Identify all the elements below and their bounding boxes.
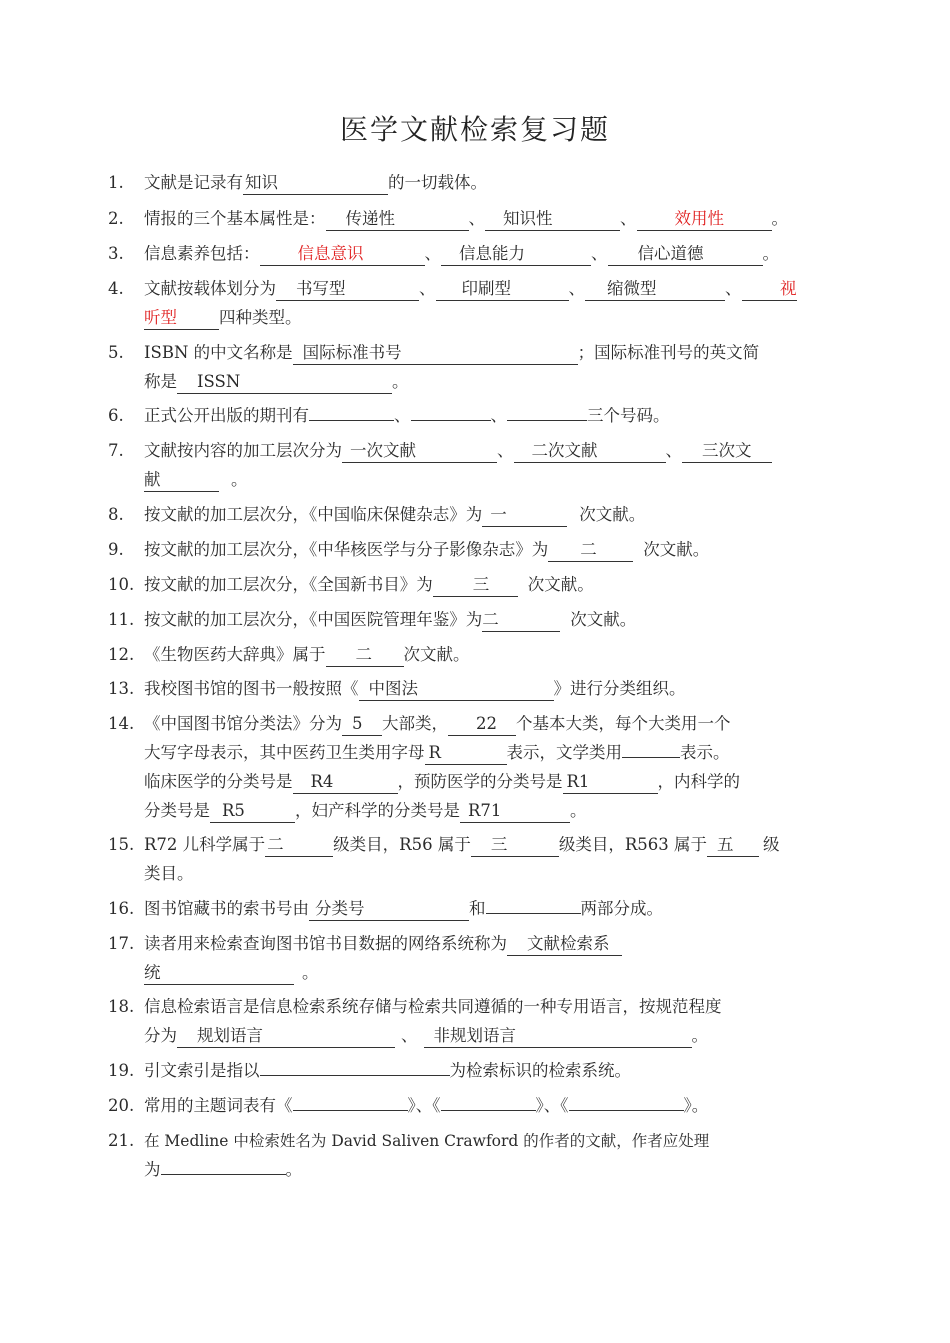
answer-blank[interactable] [309,420,394,421]
answer-blank[interactable] [293,1110,408,1111]
answer-blank[interactable]: 二 [482,609,560,632]
answer-blank[interactable]: 规划语言 [177,1025,395,1048]
question-number: 13. [108,679,135,698]
question-number: 7. [108,441,124,460]
question-number: 15. [108,835,135,854]
question-number: 2. [108,209,124,228]
answer-blank[interactable]: R71 [460,800,570,823]
answer-blank[interactable]: 分类号 [309,898,469,921]
answer-blank[interactable]: 二 [548,539,633,562]
answer-blank[interactable]: R1 [563,771,658,794]
answer-blank[interactable]: R5 [210,800,295,823]
answer-blank[interactable]: 缩微型 [585,278,725,301]
answer-blank[interactable]: 信息能力 [441,243,591,266]
answer-blank[interactable] [486,913,581,914]
answer-blank[interactable] [622,757,680,758]
question-number: 14. [108,714,135,733]
answer-blank[interactable]: 文献检索系 [507,933,622,956]
answer-blank[interactable]: ISSN [177,371,392,394]
answer-blank[interactable]: 效用性 [637,208,772,231]
answer-blank[interactable]: 二次文献 [514,440,666,463]
answer-blank[interactable] [441,1110,536,1111]
answer-blank[interactable] [507,420,587,421]
answer-blank[interactable]: 三 [433,574,518,597]
question-number: 5. [108,343,124,362]
answer-blank[interactable]: 五 [707,834,759,857]
question-number: 6. [108,406,124,425]
answer-blank[interactable]: 信息意识 [260,243,425,266]
question-number: 12. [108,645,135,664]
answer-blank[interactable]: 22 [448,713,516,736]
answer-blank[interactable]: 传递性 [326,208,469,231]
question-number: 11. [108,610,135,629]
answer-blank[interactable]: R [425,742,507,765]
answer-blank-continued[interactable]: 听型 [144,307,219,330]
question-number: 8. [108,505,124,524]
answer-blank[interactable]: 三 [471,834,559,857]
question-number: 3. [108,244,124,263]
question-number: 18. [108,997,135,1016]
answer-blank[interactable]: 国际标准书号 [293,342,578,365]
answer-blank[interactable] [161,1174,286,1175]
answer-blank[interactable]: 5 [342,713,382,736]
answer-blank[interactable]: 印刷型 [436,278,569,301]
question-number: 16. [108,899,135,918]
answer-blank[interactable] [569,1110,684,1111]
answer-blank[interactable]: 视 [742,278,797,301]
question-number: 21. [108,1131,135,1150]
answer-blank[interactable]: 一次文献 [342,440,497,463]
page-title: 医学文献检索复习题 [339,113,610,146]
answer-blank[interactable]: 三次文 [682,440,772,463]
question-number: 19. [108,1061,135,1080]
answer-blank[interactable]: 知识性 [485,208,620,231]
answer-blank[interactable] [411,420,491,421]
answer-blank[interactable]: 非规划语言 [424,1025,692,1048]
question-number: 9. [108,540,124,559]
answer-blank[interactable]: 二 [265,834,333,857]
question-number: 20. [108,1096,135,1115]
question-number: 1. [108,173,124,192]
answer-blank[interactable]: 中图法 [359,678,554,701]
answer-blank[interactable]: R4 [293,771,398,794]
answer-blank[interactable]: 知识 [243,172,388,195]
question-number: 17. [108,934,135,953]
question-number: 10. [108,575,135,594]
answer-blank[interactable]: 书写型 [276,278,419,301]
answer-blank[interactable]: 二 [326,644,404,667]
answer-blank-continued[interactable]: 统 [144,962,294,985]
answer-blank[interactable]: 信心道德 [608,243,763,266]
answer-blank[interactable]: 一 [482,504,567,527]
answer-blank-continued[interactable]: 献 [144,469,219,492]
answer-blank[interactable] [260,1075,450,1076]
question-number: 4. [108,279,124,298]
